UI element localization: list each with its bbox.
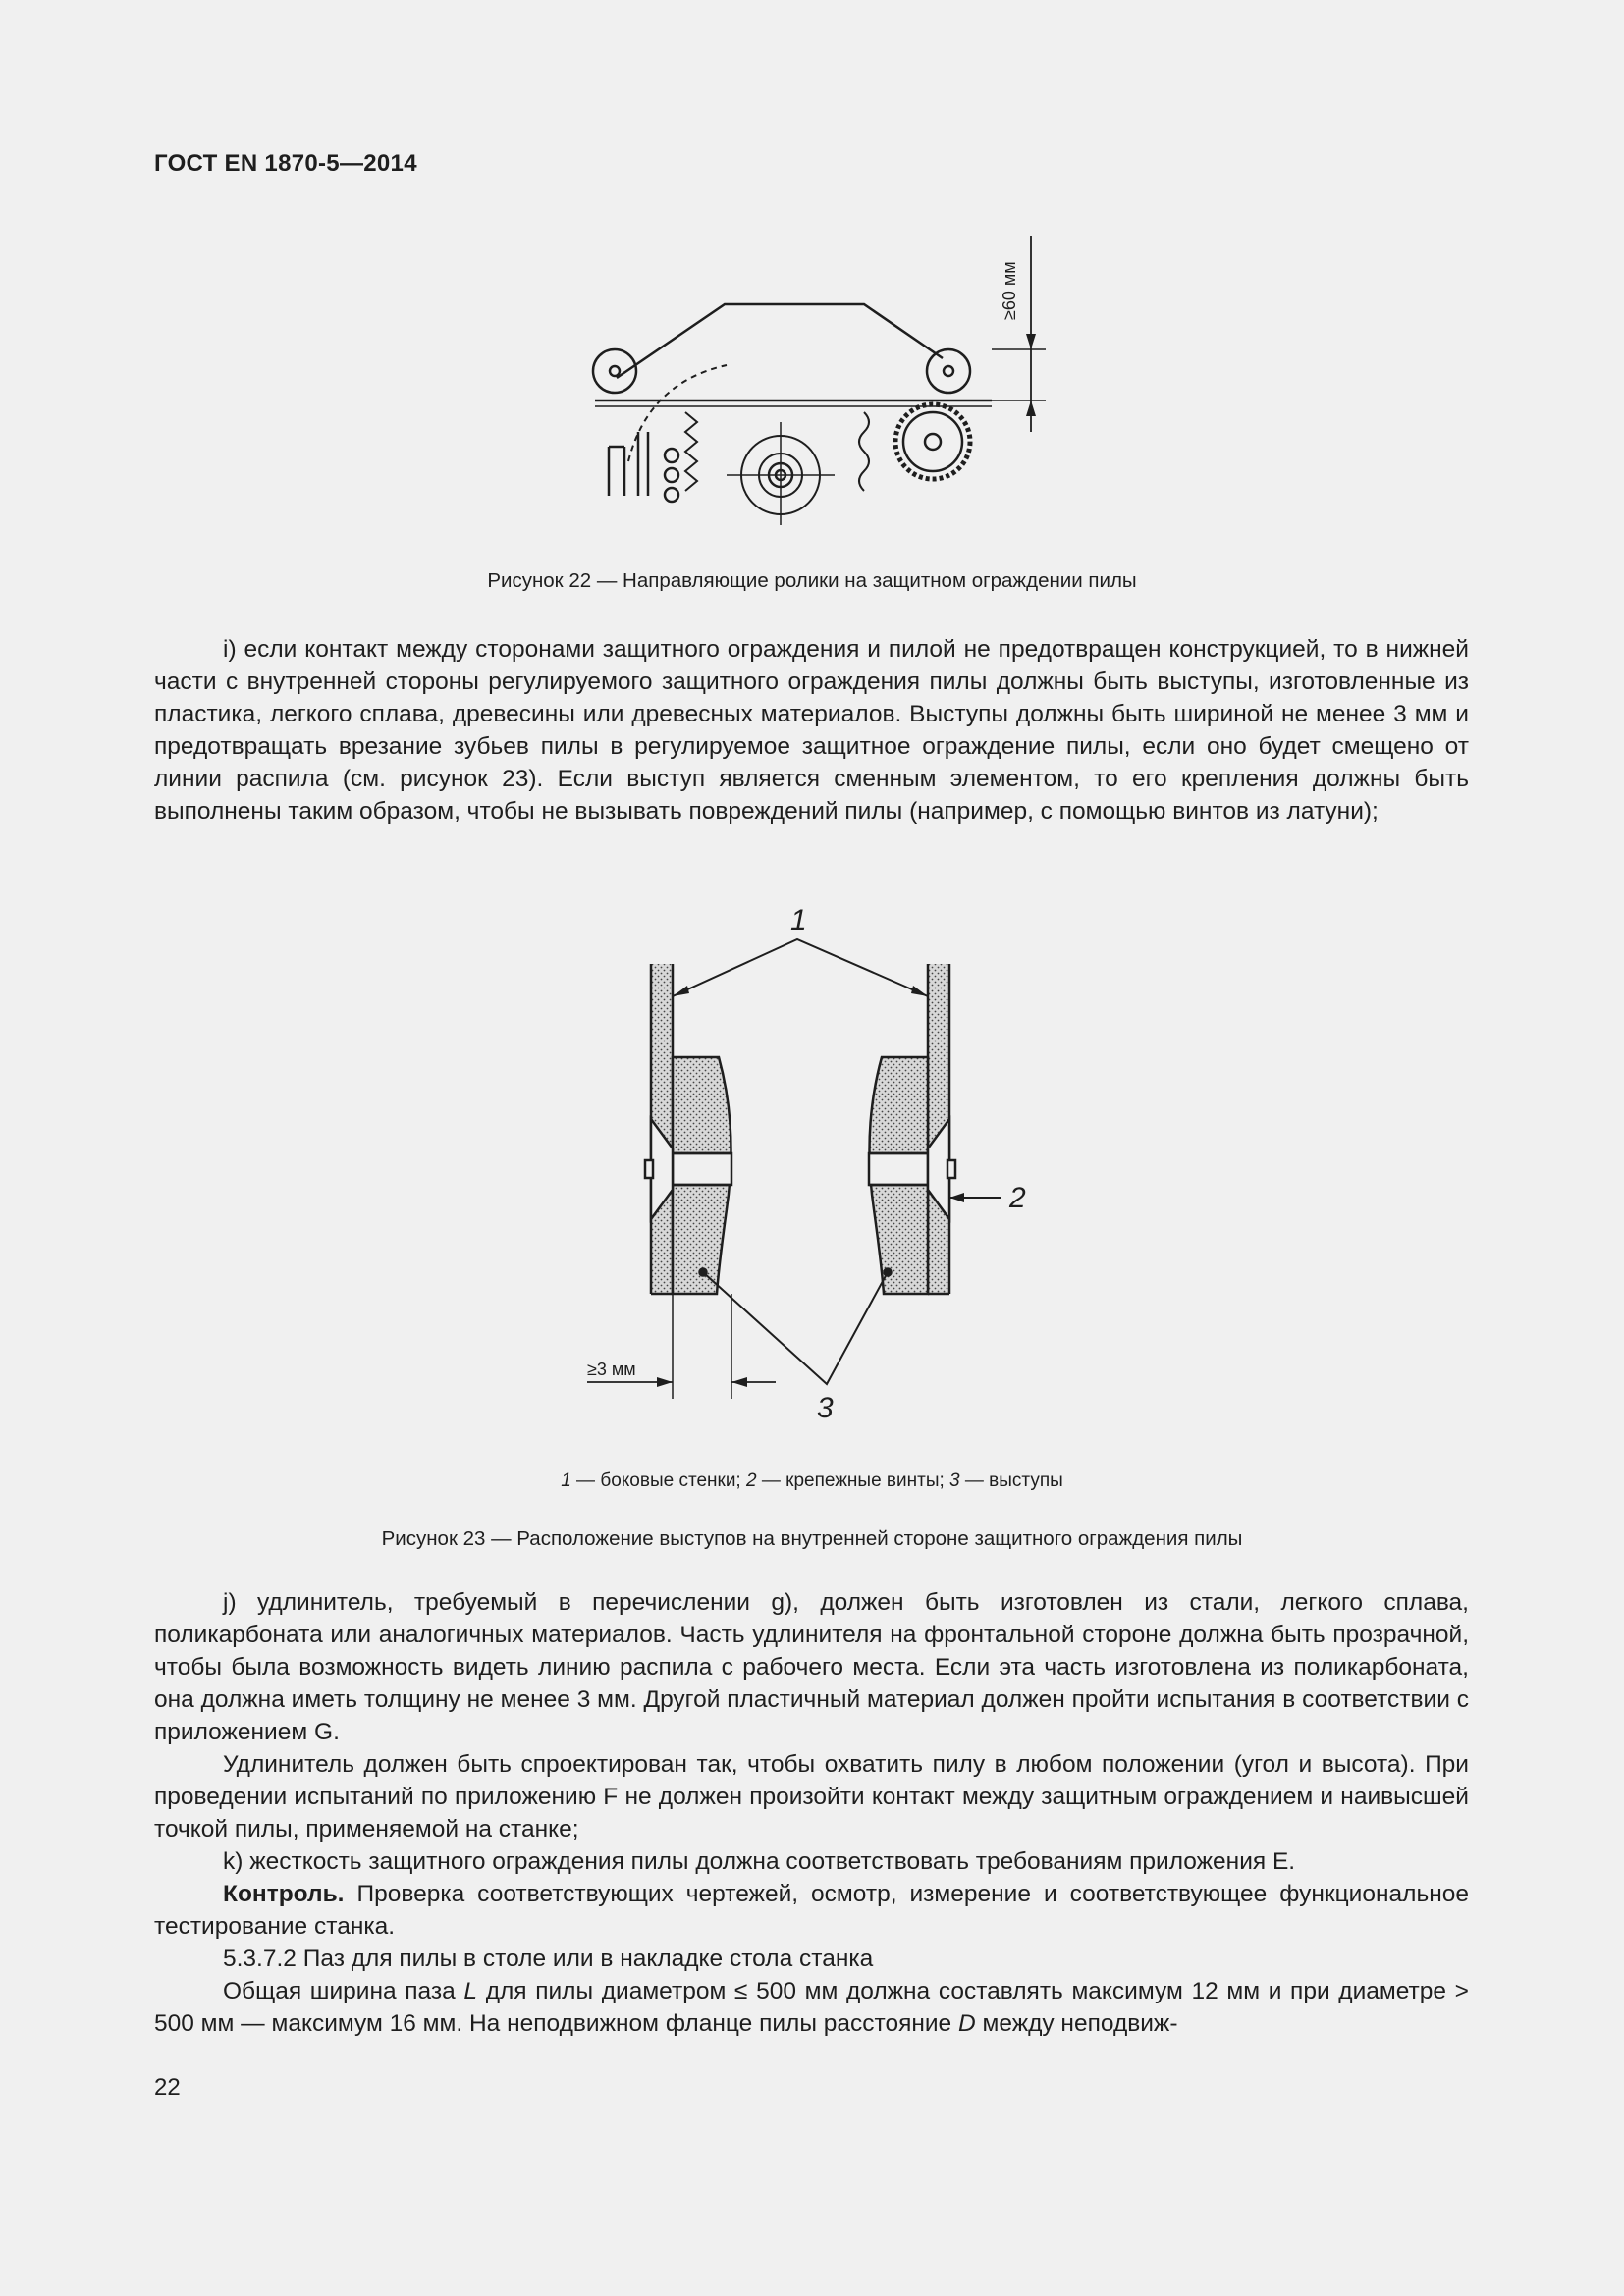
slot-text-3: между неподвиж- (975, 2010, 1178, 2037)
figure-23-label-1: 1 (790, 904, 807, 936)
figure-22-drawing (579, 226, 1051, 540)
legend-text-1: — боковые стенки; (570, 1470, 746, 1491)
legend-number-2: 2 (746, 1470, 757, 1491)
document-header: ГОСТ EN 1870-5—2014 (154, 150, 417, 177)
legend-text-2: — крепежные винты; (756, 1470, 950, 1491)
figure-23-caption: Рисунок 23 — Расположение выступов на внутренней стороне защитного ограждения пилы (381, 1527, 1243, 1550)
control-label: Контроль. (223, 1881, 345, 1907)
figure-23-label-2: 2 (1009, 1182, 1026, 1214)
body-text-block (154, 1586, 1469, 2040)
slot-var-L: L (463, 1978, 478, 2004)
figure-23-dim-label: ≥3 мм (587, 1360, 636, 1379)
paragraph-k: k) жесткость защитного ограждения пилы должна соответствовать требованиям приложения E. (223, 1848, 1296, 1875)
figure-22-caption: Рисунок 22 — Направляющие ролики на защитном ограждении пилы (487, 569, 1137, 592)
legend-number-3: 3 (949, 1470, 960, 1491)
legend-text-3: — выступы (959, 1470, 1063, 1491)
figure-23-drawing (569, 893, 1060, 1423)
paragraph-slot-width (154, 1975, 1469, 2040)
page-number: 22 (154, 2074, 181, 2101)
legend-number-1: 1 (561, 1470, 571, 1491)
paragraph-i (154, 633, 1469, 828)
figure-23-label-3: 3 (817, 1392, 834, 1423)
figure-22-dim-label: ≥60 мм (1000, 261, 1019, 320)
paragraph-control (154, 1878, 1469, 1943)
paragraph-j: j) удлинитель, требуемый в перечислении g), должен быть изготовлен из стали, легкого сплава, поликарбоната или аналогичных материалов. Часть удлинителя на фронтальной стороне должна быть прозрачной, чтобы была возможность видеть линию распила с рабочего места. Если эта часть изготовлена из поликарбоната, она должна иметь толщину не менее 3 мм. Другой пластичный материал должен пройти испытания в соответствии с приложением G. (154, 1589, 1469, 1745)
figure-23-legend (0, 1470, 1624, 1492)
paragraph-i-text: i) если контакт между сторонами защитного ограждения и пилой не предотвращен конструкцией, то в нижней части с внутренней стороны регулируемого защитного ограждения пилы должны быть выступы, изготовленные из пластика, легкого сплава, древесины или древесных материалов. Выступы должны быть шириной не менее 3 мм и предотвращать врезание зубьев пилы в регулируемое защитное ограждение пилы, если оно будет смещено от линии распила (см. рисунок 23). Если выступ является сменным элементом, то его крепления должны быть выполнены таким образом, чтобы не вызывать повреждений пилы (например, с помощью винтов из латуни); (154, 636, 1469, 825)
slot-text-2: для пилы диаметром ≤ 500 мм должна составлять максимум 12 мм и при диаметре > 500 мм — максимум 16 мм. На неподвижном фланце пилы расстояние (154, 1978, 1469, 2037)
slot-var-D: D (957, 2010, 976, 2037)
control-text: Проверка соответствующих чертежей, осмотр, измерение и соответствующее функциональное тестирование станка. (154, 1881, 1469, 1940)
slot-text-1: Общая ширина паза (223, 1978, 464, 2004)
paragraph-extender: Удлинитель должен быть спроектирован так, чтобы охватить пилу в любом положении (угол и высота). При проведении испытаний по приложению F не должен произойти контакт между защитным ограждением и наивысшей точкой пилы, применяемой на станке; (154, 1751, 1469, 1842)
section-heading: 5.3.7.2 Паз для пилы в столе или в накладке стола станка (223, 1946, 874, 1972)
